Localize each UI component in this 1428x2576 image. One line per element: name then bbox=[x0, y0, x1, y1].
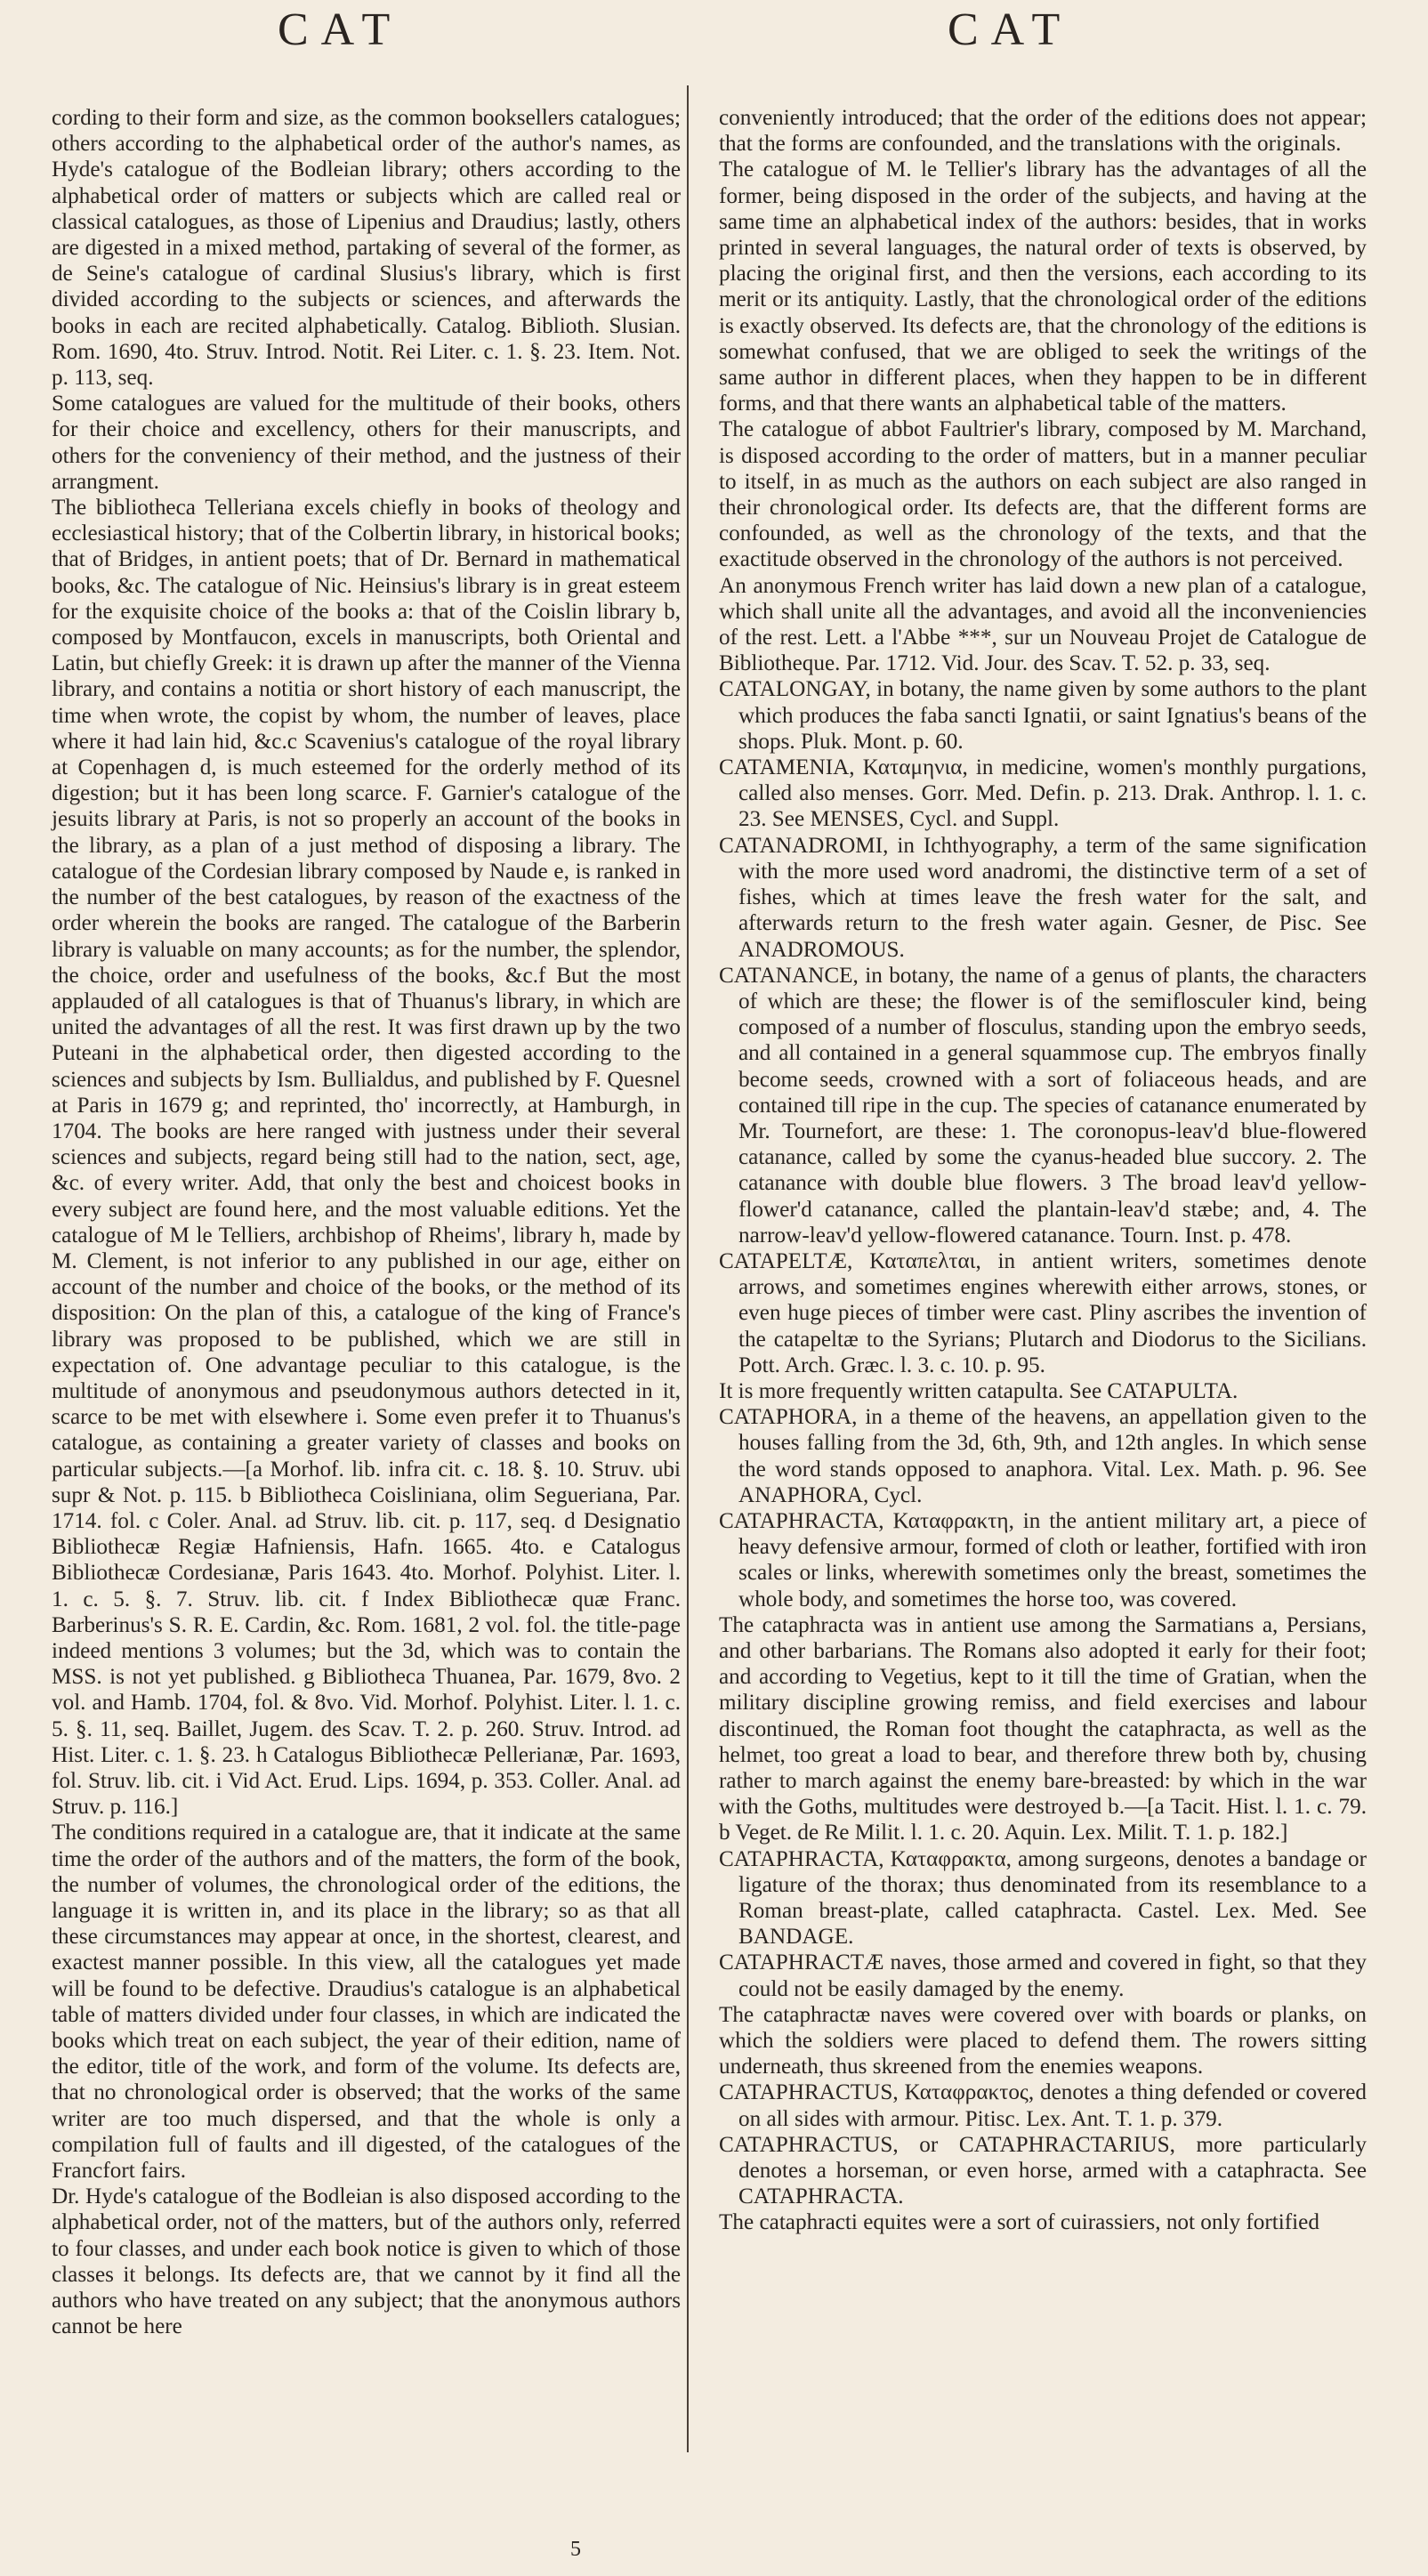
entry-catamenia: CATAMENIA, Καταμηνια, in medicine, women's monthly purgations, called also menses. Gorr. Med. Defin. p. 213. Drak. Anthrop. l. 1. c. 23. See MENSES, Cycl. and Suppl. bbox=[719, 755, 1367, 832]
entry-catanance: CATANANCE, in botany, the name of a genus of plants, the characters of which are these; the flower is of the semiflosculer kind, being composed of a number of flosculus, standing upon the embryo seeds, and all contained in a general squammose cup. The embryos finally become seeds, crowned with a sort of foliaceous heads, and are contained till ripe in the cup. The species of catanance enumerated by Mr. Tournefort, are these: 1. The coronopus-leav'd blue-flowered catanance, called by some the cyanus-headed blue succory. 2. The catanance with double blue flowers. 3 The broad leav'd yellow-flower'd catanance, called the plantain-leav'd stæbe; and, 4. The narrow-leav'd yellow-flowered catanance. Tourn. Inst. p. 478. bbox=[719, 963, 1367, 1248]
entry-catapeltae: CATAPELTÆ, Καταπελται, in antient writers, sometimes denote arrows, and sometimes engines wherewith either arrows, stones, or even huge pieces of timber were cast. Pliny ascribes the invention of the catapeltæ to the Syrians; Plutarch and Diodorus to the Sicilians. Pott. Arch. Græc. l. 3. c. 10. p. 95. bbox=[719, 1248, 1367, 1377]
paragraph: conveniently introduced; that the order of the editions does not appear; that the forms are confounded, and the translations with the originals. bbox=[719, 106, 1367, 157]
paragraph: The conditions required in a catalogue are, that it indicate at the same time the order of the authors and of the matters, the form of the book, the number of volumes, the chronological order of the editions, the language it is written in, and its place in the library; so as that all these circumstances may appear at once, in the shortest, clearest, and exactest manner possible. In this view, all the catalogues yet made will be found to be defective. Draudius's catalogue is an alphabetical table of matters divided under four classes, in which are indicated the books which treat on each subject, the year of their edition, name of the editor, title of the work, and form of the volume. Its defects are, that no chronological order is observed; that the works of the same writer are too much dispersed, and that the whole is only a compilation full of faults and ill digested, of the catalogues of the Francfort fairs. bbox=[52, 1821, 681, 2184]
paragraph: The cataphracta was in antient use among the Sarmatians a, Persians, and other barbarians. The Romans also adopted it early for their foot; and according to Vegetius, kept to it till the time of Gratian, when the military discipline growing remiss, and field exercises and labour discontinued, the Roman foot thought the cataphracta, as well as the helmet, too great a load to bear, and therefore threw both by, chusing rather to march against the enemy bare-breasted: by which in the war with the Goths, multitudes were destroyed b.—[a Tacit. Hist. l. 1. c. 79. b Veget. de Re Milit. l. 1. c. 20. Aquin. Lex. Milit. T. 1. p. 182.] bbox=[719, 1612, 1367, 1845]
running-head-left: CAT bbox=[278, 4, 403, 55]
running-head-right: CAT bbox=[948, 4, 1073, 55]
paragraph: The cataphractæ naves were covered over with boards or planks, on which the soldiers were placed to defend them. The rowers sitting underneath, thus skreened from the enemies weapons. bbox=[719, 2002, 1367, 2079]
paragraph: Dr. Hyde's catalogue of the Bodleian is also disposed according to the alphabetical order, not of the matters, but of the authors only, referred to four classes, and under each book notice is given to which of those classes it belongs. Its defects are, that we cannot by it find all the authors who have treated on any subject; that the anonymous authors cannot be here bbox=[52, 2184, 681, 2339]
paragraph: The catalogue of M. le Tellier's library has the advantages of all the former, being disposed in the order of the subjects, and having at the same time an alphabetical index of the authors: besides, that in works printed in several languages, the natural order of texts is observed, by placing the original first, and then the versions, each according to its merit or its antiquity. Lastly, that the chronological order of the editions is exactly observed. Its defects are, that the chronology of the editions is somewhat confused, that we are obliged to seek the writings of the same author in different places, when they happen to be in different forms, and that there wants an alphabetical table of the matters. bbox=[719, 157, 1367, 416]
page-number: 5 bbox=[570, 2538, 581, 2561]
column-divider bbox=[687, 85, 689, 2452]
paragraph: Some catalogues are valued for the multitude of their books, others for their choice and excellency, others for their manuscripts, and others for the conveniency of their method, and the justness of their arrangment. bbox=[52, 392, 681, 494]
entry-cataphora: CATAPHORA, in a theme of the heavens, an appellation given to the houses falling from the 3d, 6th, 9th, and 12th angles. In which sense the word stands opposed to anaphora. Vital. Lex. Math. p. 96. See ANAPHORA, Cycl. bbox=[719, 1405, 1367, 1507]
entry-cataphractus: CATAPHRACTUS, Καταφρακτος, denotes a thing defended or covered on all sides with armour. Pitisc. Lex. Ant. T. 1. p. 379. bbox=[719, 2080, 1367, 2131]
entry-cataphractarius: CATAPHRACTUS, or CATAPHRACTARIUS, more particularly denotes a horseman, or even horse, armed with a cataphracta. See CATAPHRACTA. bbox=[719, 2132, 1367, 2209]
entry-catalongay: CATALONGAY, in botany, the name given by some authors to the plant which produces the faba sancti Ignatii, or saint Ignatius's beans of the shops. Pluk. Mont. p. 60. bbox=[719, 677, 1367, 754]
page-header bbox=[0, 0, 1428, 62]
entry-catanadromi: CATANADROMI, in Ichthyography, a term of the same signification with the more used word anadromi, the distinctive term of a set of fishes, which at times leave the fresh water for the salt, and afterwards return to the fresh water again. Gesner, de Pisc. See ANADROMOUS. bbox=[719, 833, 1367, 962]
paragraph: The bibliotheca Telleriana excels chiefly in books of theology and ecclesiastical history; that of the Colbertin library, in historical books; that of Bridges, in antient poets; that of Dr. Bernard in mathematical books, &c. The catalogue of Nic. Heinsius's library is in great esteem for the exquisite choice of the books a: that of the Coislin library b, composed by Montfaucon, excels in manuscripts, both Oriental and Latin, but chiefly Greek: it is drawn up after the manner of the Vienna library, and contains a notitia or short history of each manuscript, the time when wrote, the copist by whom, the number of leaves, place where it had lain hid, &c.c Scavenius's catalogue of the royal library at Copenhagen d, is much esteemed for the orderly method of its digestion; but it has been long scarce. F. Garnier's catalogue of the jesuits library at Paris, is not so properly an account of the books in the library, as a plan of a just method of disposing a library. The catalogue of the Cordesian library composed by Naude e, is ranked in the number of the best catalogues, by reason of the exactness of the order wherein the books are ranged. The catalogue of the Barberin library is valuable on many accounts; as for the number, the splendor, the choice, order and usefulness of the books, &c.f But the most applauded of all catalogues is that of Thuanus's library, in which are united the advantages of all the rest. It was first drawn up by the two Puteani in the alphabetical order, then digested according to the sciences and subjects by Ism. Bullialdus, and published by F. Quesnel at Paris in 1679 g; and reprinted, tho' incorrectly, at Hamburgh, in 1704. The books are here ranged with justness under their several sciences and subjects, regard being still had to the nation, sect, age, &c. of every writer. Add, that only the best and choicest books in every subject are found here, and the most valuable editions. Yet the catalogue of M le Telliers, archbishop of Rheims', library h, made by M. Clement, is not inferior to any published in our age, either on account of the number and choice of the books, or the method of its disposition: On the plan of this, a catalogue of the king of France's library was proposed to be published, which we are still in expectation of. One advantage peculiar to this catalogue, is the multitude of anonymous and pseudonymous authors detected in it, scarce to be met with elsewhere i. Some even prefer it to Thuanus's catalogue, as containing a greater variety of classes and books on particular subjects.—[a Morhof. lib. infra cit. c. 18. §. 10. Struv. ubi supr & Not. p. 115. b Bibliotheca Coisliniana, olim Segueriana, Par. 1714. fol. c Coler. Anal. ad Struv. lib. cit. p. 117, seq. d Designatio Bibliothecæ Regiæ Hafniensis, Hafn. 1665. 4to. e Catalogus Bibliothecæ Cordesianæ, Paris 1643. 4to. Morhof. Polyhist. Liter. l. 1. c. 5. §. 7. Struv. lib. cit. f Index Bibliothecæ quæ Franc. Barberinus's S. R. E. Cardin, &c. Rom. 1681, 2 vol. fol. the title-page indeed mentions 3 volumes; but the 3d, which was to contain the MSS. is not yet published. g Bibliotheca Thuanea, Par. 1679, 8vo. 2 vol. and Hamb. 1704, fol. & 8vo. Vid. Morhof. Polyhist. Liter. l. 1. c. 5. §. 11, seq. Baillet, Jugem. des Scav. T. 2. p. 260. Struv. Introd. ad Hist. Liter. c. 1. §. 23. h Catalogus Bibliothecæ Pellerianæ, Par. 1693, fol. Struv. lib. cit. i Vid Act. Erud. Lips. 1694, p. 353. Coller. Anal. ad Struv. p. 116.] bbox=[52, 496, 681, 1820]
right-column bbox=[719, 105, 1367, 2236]
paragraph: The cataphracti equites were a sort of cuirassiers, not only fortified bbox=[719, 2210, 1319, 2235]
paragraph: An anonymous French writer has laid down a new plan of a catalogue, which shall unite all the advantages, and avoid all the inconveniencies of the rest. Lett. a l'Abbe ***, sur un Nouveau Projet de Catalogue de Bibliotheque. Par. 1712. Vid. Jour. des Scav. T. 52. p. 33, seq. bbox=[719, 573, 1367, 676]
paragraph: The catalogue of abbot Faultrier's library, composed by M. Marchand, is disposed according to the order of matters, but in a manner peculiar to itself, in as much as the authors on each subject are also ranged in their chronological order. Its defects are, that the different forms are confounded, as well as the chronology of the texts, and that the exactitude observed in the chronology of the authors is not perceived. bbox=[719, 417, 1367, 572]
entry-cataphracta: CATAPHRACTA, Καταφρακτη, in the antient military art, a piece of heavy defensive armour, formed of cloth or leather, fortified with iron scales or links, wherewith sometimes only the breast, sometimes the whole body, and sometimes the horse too, was covered. bbox=[719, 1508, 1367, 1611]
paragraph: It is more frequently written catapulta. See CATAPULTA. bbox=[719, 1378, 1238, 1403]
entry-cataphractae-naves: CATAPHRACTÆ naves, those armed and covered in fight, so that they could not be easily damaged by the enemy. bbox=[719, 1950, 1367, 2001]
entry-cataphracta-surgery: CATAPHRACTA, Καταφρακτα, among surgeons, denotes a bandage or ligature of the thorax; thus denominated from its resemblance to a Roman breast-plate, called cataphracta. Castel. Lex. Med. See BANDAGE. bbox=[719, 1846, 1367, 1950]
paragraph: cording to their form and size, as the common booksellers catalogues; others according to the alphabetical order of the author's names, as Hyde's catalogue of the Bodleian library; others according to the alphabetical order of matters or subjects which are called real or classical catalogues, as those of Lipenius and Draudius; lastly, others are digested in a mixed method, partaking of several of the former, as de Seine's catalogue of cardinal Slusius's library, which is first divided according to the subjects or sciences, and afterwards the books in each are recited alphabetically. Catalog. Biblioth. Slusian. Rom. 1690, 4to. Struv. Introd. Notit. Rei Liter. c. 1. §. 23. Item. Not. p. 113, seq. bbox=[52, 106, 681, 391]
left-column bbox=[52, 105, 681, 2339]
